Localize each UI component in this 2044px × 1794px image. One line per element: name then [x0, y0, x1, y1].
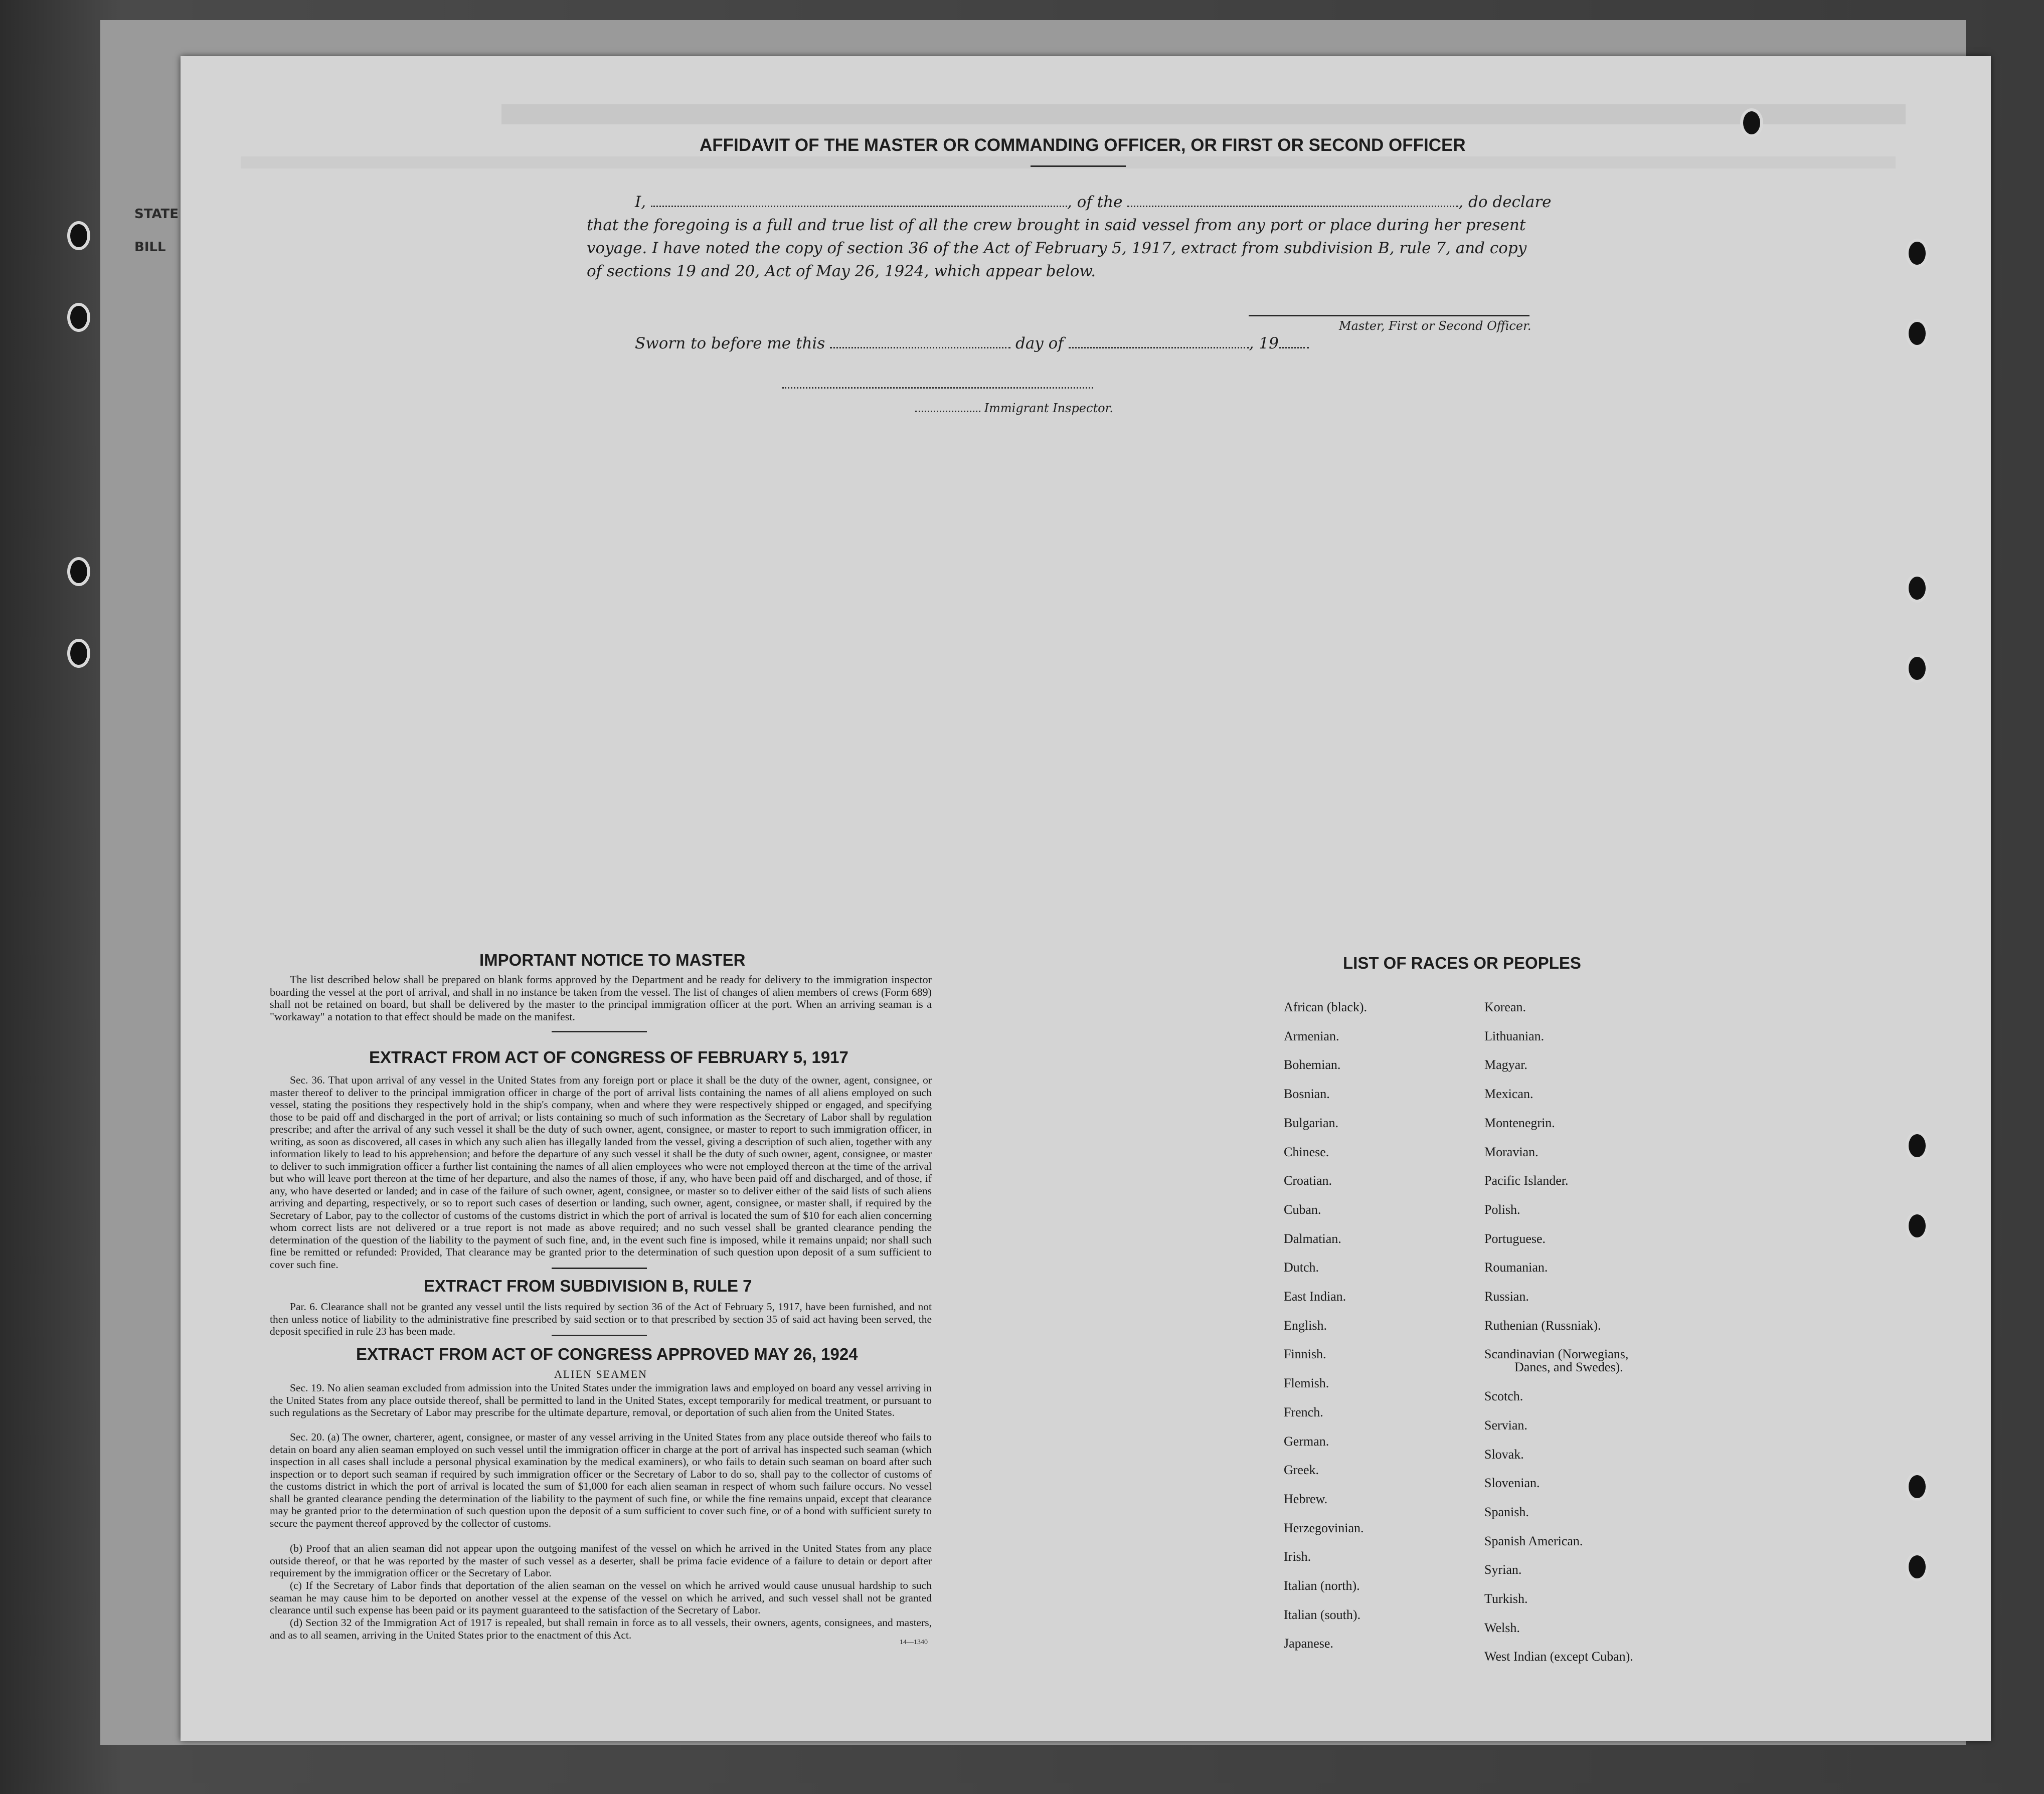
race-item: Montenegrin.	[1484, 1115, 1555, 1130]
binder-hole-icon	[70, 642, 87, 665]
sworn-day-of: day of	[1015, 334, 1064, 352]
race-item: Lithuanian.	[1484, 1028, 1545, 1043]
race-item: Scandinavian (Norwegians,	[1484, 1347, 1629, 1362]
extract-1924-sec20b: (b) Proof that an alien seaman did not appear upon the outgoing manifest of the vessel on which he arrived in the United States from any place outside thereof, or that he was reported by the master of such vessel as a deserter, shall be prima facie evidence of a failure to detain or deport after requirement by the immigration officer or the Secretary of Labor.	[270, 1542, 932, 1579]
extract-1924-sec20d: (d) Section 32 of the Immigration Act of 1917 is repealed, but shall remain in force as to all vessels, their owners, agents, consignees, and masters, and as to all seamen, arriving in the United States prior to the enactment of this Act.	[270, 1617, 932, 1641]
race-item: Spanish American.	[1484, 1533, 1583, 1548]
race-item: Japanese.	[1284, 1636, 1333, 1651]
rule7-bottom-rule	[552, 1335, 647, 1336]
race-item: Magyar.	[1484, 1057, 1527, 1072]
sworn-line	[635, 332, 1309, 355]
race-item: Bulgarian.	[1284, 1115, 1339, 1130]
affidavit-line-4: of sections 19 and 20, Act of May 26, 1924, which appear below.	[587, 262, 1096, 280]
race-item: Hebrew.	[1284, 1491, 1328, 1506]
sworn-month-field[interactable]	[1069, 335, 1249, 348]
race-item: Polish.	[1484, 1202, 1520, 1217]
vessel-name-field[interactable]	[1127, 194, 1458, 207]
race-item: Cuban.	[1284, 1202, 1321, 1217]
race-item: French.	[1284, 1404, 1323, 1419]
race-item: Flemish.	[1284, 1376, 1329, 1391]
inspector-label	[915, 401, 1113, 415]
race-item: Scotch.	[1484, 1389, 1523, 1404]
race-item: Finnish.	[1284, 1347, 1326, 1362]
races-title: LIST OF RACES OR PEOPLES	[1343, 954, 1581, 972]
race-item: Mexican.	[1484, 1087, 1534, 1102]
race-item: Moravian.	[1484, 1144, 1539, 1159]
binder-hole-icon	[1909, 657, 1926, 680]
extract-1924-title: EXTRACT FROM ACT OF CONGRESS APPROVED MAY 26, 1924	[356, 1345, 858, 1363]
race-item: Slovak.	[1484, 1447, 1524, 1462]
race-item: Italian (south).	[1284, 1607, 1361, 1622]
race-item: Greek.	[1284, 1463, 1319, 1478]
affidavit-title: AFFIDAVIT OF THE MASTER OR COMMANDING OFFICER, OR FIRST OR SECOND OFFICER	[700, 135, 1466, 155]
inspector-label-text: Immigrant Inspector.	[984, 401, 1114, 415]
binder-hole-icon	[70, 560, 87, 583]
race-item: Slovenian.	[1484, 1476, 1540, 1491]
race-item: Croatian.	[1284, 1173, 1332, 1188]
race-item: Korean.	[1484, 1000, 1526, 1014]
race-item: Ruthenian (Russniak).	[1484, 1318, 1601, 1333]
affidavit-of-the: , of the	[1067, 193, 1123, 211]
title-rule	[1031, 165, 1126, 167]
binder-hole-icon	[70, 224, 87, 247]
affidavit-declare: , do declare	[1458, 193, 1552, 211]
race-item: Pacific Islander.	[1484, 1173, 1569, 1188]
extract-1917-text: Sec. 36. That upon arrival of any vessel in the United States from any foreign port or place it shall be the duty of the owner, agent, consignee, or master thereof to deliver to the principal immigration officer in charge of the port of arrival lists containing the names of all aliens employed on such vessel, stating the positions they respectively hold in the ship's company, when and where they were respectively shipped or engaged, and specifying those to be paid off and discharged in the port of arrival; or lists containing so much of such information as the Secretary of Labor shall by regulation prescribe; and after the arrival of any such vessel it shall be the duty of such owner, agent, consignee, or master to report to such immigration officer, in writing, as soon as discovered, all cases in which any such alien has illegally landed from the vessel, giving a description of such alien, together with any information likely to lead to his apprehension; and before the departure of any such vessel it shall be the duty of such owner, agent, consignee, or master to deliver to such immigration officer a further list containing the names of all alien employees who were not employed thereon at the time of the arrival but who will leave port thereon at the time of her departure, and also the names of those, if any, who have been paid off and discharged, and of those, if any, who have deserted or landed; and in case of the failure of such owner, agent, consignee, or master so to deliver either of the said lists of such aliens arriving and departing, respectively, or so to report such cases of desertion or landing, such owner, agent, consignee, or master shall, if required by the Secretary of Labor, pay to the collector of customs of the customs district in which the port of arrival is located the sum of $10 for each alien concerning whom correct lists are not delivered or a true report is not made as above required; and no such vessel shall be granted clearance pending the determination of the question of the liability to the payment of such fine, and, in the event such fine is imposed, while it remains unpaid; nor shall such fine be remitted or refunded: Provided, That clearance may be granted prior to the determination of such question upon deposit of a sum sufficient to cover such fine.	[270, 1074, 932, 1271]
race-item: West Indian (except Cuban).	[1484, 1649, 1633, 1664]
bleed-through-header	[501, 104, 1906, 124]
race-item: Dalmatian.	[1284, 1231, 1341, 1246]
binder-hole-icon	[1909, 1475, 1926, 1498]
race-item: Welsh.	[1484, 1620, 1520, 1635]
extract-rule7-text: Par. 6. Clearance shall not be granted any vessel until the lists required by section 36 of the Act of February 5, 1917, have been furnished, and not then unless notice of liability to the administrative fine prescribed by said section or to that prescribed by section 35 of said act having been served, the deposit specified in rule 23 has been made.	[270, 1301, 932, 1337]
form-number: 14—1340	[900, 1639, 928, 1646]
affidavit-line-3: voyage. I have noted the copy of section 36 of the Act of February 5, 1917, extract from subdivision B, rule 7, and copy	[587, 239, 1527, 257]
binder-hole-icon	[1909, 1134, 1926, 1157]
binder-hole-icon	[1909, 322, 1926, 345]
inspector-signature-line[interactable]	[782, 387, 1093, 389]
under-sheet-label-a: STATE	[134, 207, 179, 222]
alien-seamen-subtitle: ALIEN SEAMEN	[554, 1368, 647, 1380]
race-item: Russian.	[1484, 1289, 1529, 1304]
race-item: Dutch.	[1284, 1260, 1319, 1275]
binder-hole-icon	[1743, 111, 1760, 134]
extract-1924-sec20a: Sec. 20. (a) The owner, charterer, agent, consignee, or master of any vessel arriving in the United States from any place outside thereof who fails to detain on board any alien seaman employed on such vessel until the immigration officer in charge at the port of arrival has inspected such seaman (which inspection in all cases shall include a personal physical examination by the medical examiners), or who fails to detain such seaman on board after such inspection or to deport such seaman if required by such immigration officer or the Secretary of Labor to do so, shall pay to the collector of customs of the customs district in which the port of arrival is located the sum of $1,000 for each alien seaman in respect of whom such failure occurs. No vessel shall be granted clearance pending the determination of the liability to the payment of such fine, or while the fine remains unpaid, except that clearance may be granted prior to the determination of such question upon the deposit of a sum sufficient to cover such fine, or of a bond with sufficient surety to secure the payment thereof approved by the collector of customs.	[270, 1431, 932, 1529]
race-item: Syrian.	[1484, 1562, 1522, 1577]
sworn-year-prefix: , 19	[1249, 334, 1279, 352]
binder-hole-icon	[1909, 242, 1926, 265]
race-item: Turkish.	[1484, 1591, 1528, 1606]
race-item: Armenian.	[1284, 1028, 1339, 1043]
race-item: Herzegovinian.	[1284, 1520, 1364, 1535]
under-sheet-label-b: BILL	[134, 240, 166, 255]
rule7-top-rule	[552, 1268, 647, 1269]
master-signature-line[interactable]	[1249, 315, 1529, 316]
race-item: German.	[1284, 1433, 1329, 1449]
affidavit-i: I,	[635, 193, 646, 211]
extract-1924-sec19: Sec. 19. No alien seaman excluded from admission into the United States under the immigration laws and employed on board any vessel arriving in the United States from any place outside thereof, shall be permitted to land in the United States, except temporarily for medical treatment, or pursuant to such regulations as the Secretary of Labor may prescribe for the ultimate departure, removal, or deportation of such alien from the United States.	[270, 1382, 932, 1418]
binder-hole-icon	[70, 306, 87, 329]
race-item: Chinese.	[1284, 1144, 1329, 1159]
race-item: African (black).	[1284, 1000, 1368, 1014]
affidavit-line-1	[635, 191, 1551, 214]
race-item: Spanish.	[1484, 1504, 1529, 1519]
form-page	[181, 56, 1991, 1741]
race-item: Bohemian.	[1284, 1057, 1341, 1072]
race-item: Servian.	[1484, 1417, 1527, 1432]
notice-rule	[552, 1031, 647, 1032]
race-item: Bosnian.	[1284, 1087, 1330, 1102]
extract-rule7-title: EXTRACT FROM SUBDIVISION B, RULE 7	[424, 1277, 752, 1295]
sworn-prefix: Sworn to before me this	[635, 334, 825, 352]
inspector-leader-dots	[915, 404, 980, 412]
race-item: Italian (north).	[1284, 1578, 1360, 1593]
race-item: Danes, and Swedes).	[1514, 1360, 1623, 1375]
binder-hole-icon	[1909, 1214, 1926, 1237]
notice-title: IMPORTANT NOTICE TO MASTER	[479, 951, 746, 969]
race-item: English.	[1284, 1318, 1327, 1333]
race-item: East Indian.	[1284, 1289, 1346, 1304]
notice-text: The list described below shall be prepared on blank forms approved by the Department and be ready for delivery to the immigration inspector boarding the vessel at the port of arrival, and shall in no instance be taken from the vessel. The list of changes of alien members of crews (Form 689) shall not be retained on board, but shall be delivered by the master to the principal immigration officer at the port. When an arriving seaman is a "workaway" a notation to that effect should be made on the manifest.	[270, 973, 932, 1023]
sworn-year-field[interactable]	[1279, 335, 1309, 348]
master-signature-label: Master, First or Second Officer.	[1339, 319, 1531, 333]
binder-hole-icon	[1909, 1555, 1926, 1578]
affidavit-line-2: that the foregoing is a full and true list of all the crew brought in said vessel from any port or place during her present	[587, 216, 1526, 234]
binder-hole-icon	[1909, 577, 1926, 600]
sworn-day-field[interactable]	[830, 335, 1010, 348]
race-item: Irish.	[1284, 1549, 1311, 1564]
extract-1917-title: EXTRACT FROM ACT OF CONGRESS OF FEBRUARY 5, 1917	[369, 1048, 848, 1066]
master-name-field[interactable]	[651, 194, 1067, 207]
race-item: Roumanian.	[1484, 1260, 1548, 1275]
extract-1924-sec20c: (c) If the Secretary of Labor finds that deportation of the alien seaman on the vessel on which he arrived would cause unusual hardship to such seaman he may cause him to be deported on another vessel at the expense of the vessel on which he arrived, and such vessel shall not be granted clearance until such expense has been paid or its payment guaranteed to the satisfaction of the Secretary of Labor.	[270, 1579, 932, 1616]
race-item: Portuguese.	[1484, 1231, 1546, 1246]
